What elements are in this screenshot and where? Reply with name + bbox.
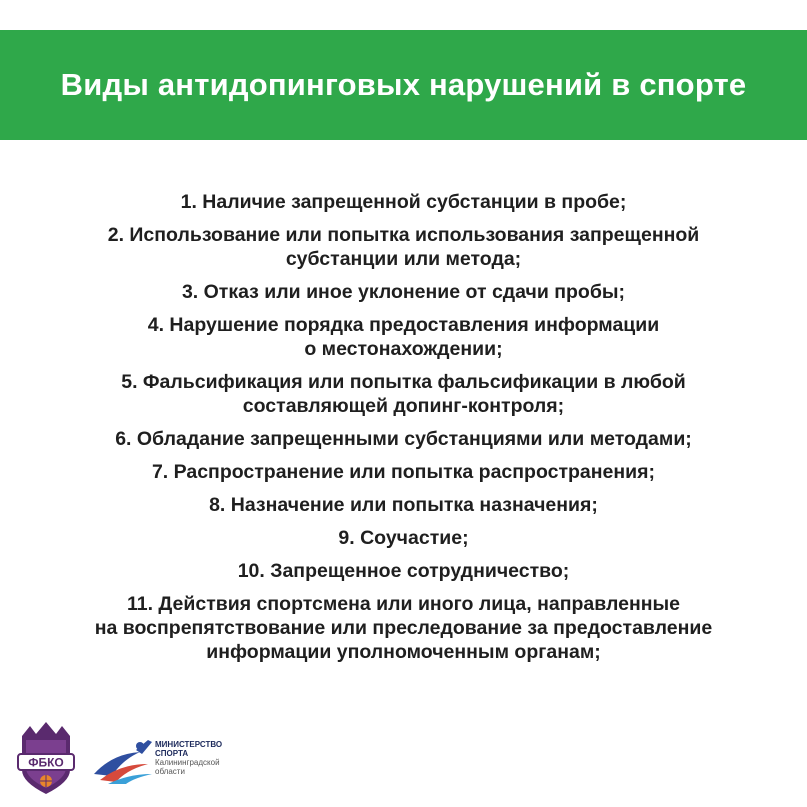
list-item-line: 1. Наличие запрещенной субстанции в пробе; xyxy=(180,191,627,213)
list-item xyxy=(20,526,787,550)
list-item-line: составляющей допинг-контроля; xyxy=(242,395,565,417)
list-item-line: 3. Отказ или иное уклонение от сдачи пробы; xyxy=(181,281,626,303)
list-item-line: 6. Обладание запрещенными субстанциями или методами; xyxy=(115,428,692,450)
footer-logos xyxy=(0,712,807,807)
list-item-line: о местонахождении; xyxy=(304,338,503,360)
list-item xyxy=(20,559,787,583)
list-item-line: информации уполномоченным органам; xyxy=(206,641,601,663)
list-item-line: 9. Соучастие; xyxy=(338,527,469,549)
list-item xyxy=(20,460,787,484)
page-title: Виды антидопинговых нарушений в спорте xyxy=(60,67,747,102)
list-item-line: субстанции или метода; xyxy=(285,248,522,270)
list-item xyxy=(20,370,787,418)
list-item xyxy=(20,280,787,304)
list-item-line: 11. Действия спортсмена или иного лица, направленные xyxy=(126,593,681,615)
list-item xyxy=(20,190,787,214)
ministry-line-4: области xyxy=(155,767,185,776)
list-item-line: 7. Распространение или попытка распространения; xyxy=(151,461,656,483)
header-banner xyxy=(0,30,807,140)
ministry-line-2: СПОРТА xyxy=(155,749,189,758)
list-item xyxy=(20,427,787,451)
fbko-logo-text: ФБКО xyxy=(28,755,64,770)
fbko-logo xyxy=(14,718,78,798)
ministry-line-3: Калининградской xyxy=(155,758,220,767)
list-item xyxy=(20,223,787,271)
list-item xyxy=(20,313,787,361)
list-item-line: 5. Фальсификация или попытка фальсификации в любой xyxy=(121,371,686,393)
list-item xyxy=(20,493,787,517)
list-item-line: на воспрепятствование или преследование за предоставление xyxy=(94,617,713,639)
ministry-line-1: МИНИСТЕРСТВО xyxy=(155,740,223,749)
list-item-line: 8. Назначение или попытка назначения; xyxy=(209,494,598,516)
list-item xyxy=(20,592,787,664)
list-item-line: 2. Использование или попытка использования запрещенной xyxy=(107,224,700,246)
list-item-line: 10. Запрещенное сотрудничество; xyxy=(237,560,570,582)
ministry-name xyxy=(155,740,265,776)
violations-list xyxy=(20,190,787,673)
list-item-line: 4. Нарушение порядка предоставления информации xyxy=(147,314,660,336)
